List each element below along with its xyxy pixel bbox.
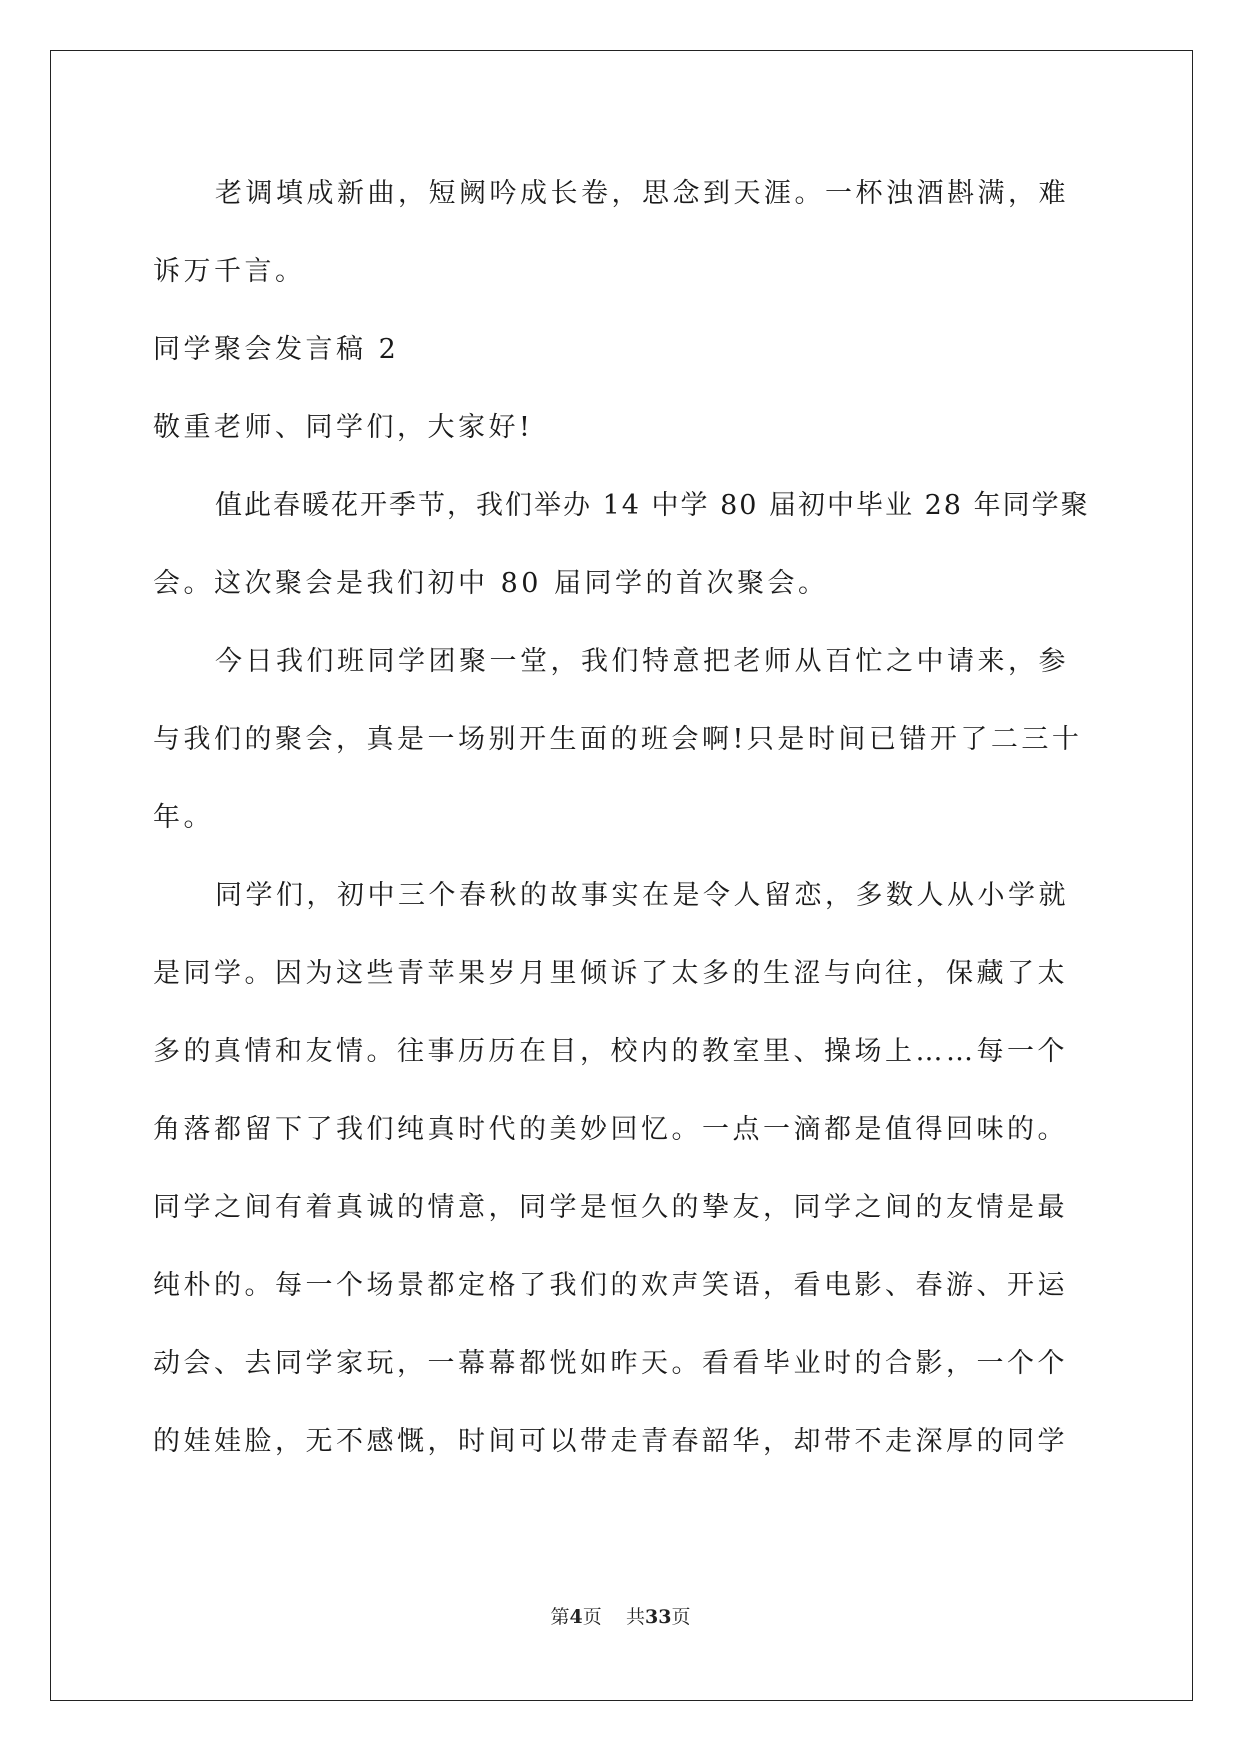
text-line: 与我们的聚会，真是一场别开生面的班会啊!只是时间已错开了二三十 — [153, 724, 1083, 755]
text-line: 动会、去同学家玩，一幕幕都恍如昨天。看看毕业时的合影，一个个 — [153, 1348, 1068, 1379]
text-line: 同学们，初中三个春秋的故事实在是令人留恋，多数人从小学就 — [215, 880, 1069, 911]
section-heading: 同学聚会发言稿 2 — [153, 334, 400, 365]
total-pages: 33 — [644, 1606, 672, 1628]
text-line: 是同学。因为这些青苹果岁月里倾诉了太多的生涩与向往，保藏了太 — [153, 958, 1068, 989]
total-suffix: 页 — [671, 1606, 691, 1628]
text-line: 纯朴的。每一个场景都定格了我们的欢声笑语，看电影、春游、开运 — [153, 1270, 1068, 1301]
total-prefix: 共 — [625, 1606, 645, 1628]
text-line: 今日我们班同学团聚一堂，我们特意把老师从百忙之中请来，参 — [215, 646, 1069, 677]
text-line: 角落都留下了我们纯真时代的美妙回忆。一点一滴都是值得回味的。 — [153, 1114, 1068, 1145]
text-line: 同学之间有着真诚的情意，同学是恒久的挚友，同学之间的友情是最 — [153, 1192, 1068, 1223]
document-body — [153, 155, 1091, 1481]
text-line: 年。 — [153, 802, 214, 833]
text-line: 会。这次聚会是我们初中 80 届同学的首次聚会。 — [153, 568, 829, 599]
page-suffix: 页 — [582, 1606, 602, 1628]
text-line: 诉万千言。 — [153, 256, 306, 287]
salutation: 敬重老师、同学们，大家好! — [153, 412, 534, 443]
page-footer — [0, 1602, 1241, 1629]
text-line: 值此春暖花开季节，我们举办 14 中学 80 届初中毕业 28 年同学聚 — [215, 490, 1090, 521]
text-line: 的娃娃脸，无不感慨，时间可以带走青春韶华，却带不走深厚的同学 — [153, 1426, 1068, 1457]
page-prefix: 第 — [550, 1606, 570, 1628]
page-number: 4 — [569, 1606, 583, 1628]
text-line: 多的真情和友情。往事历历在目，校内的教室里、操场上……每一个 — [153, 1036, 1068, 1067]
text-line: 老调填成新曲，短阙吟成长卷，思念到天涯。一杯浊酒斟满，难 — [215, 178, 1069, 209]
